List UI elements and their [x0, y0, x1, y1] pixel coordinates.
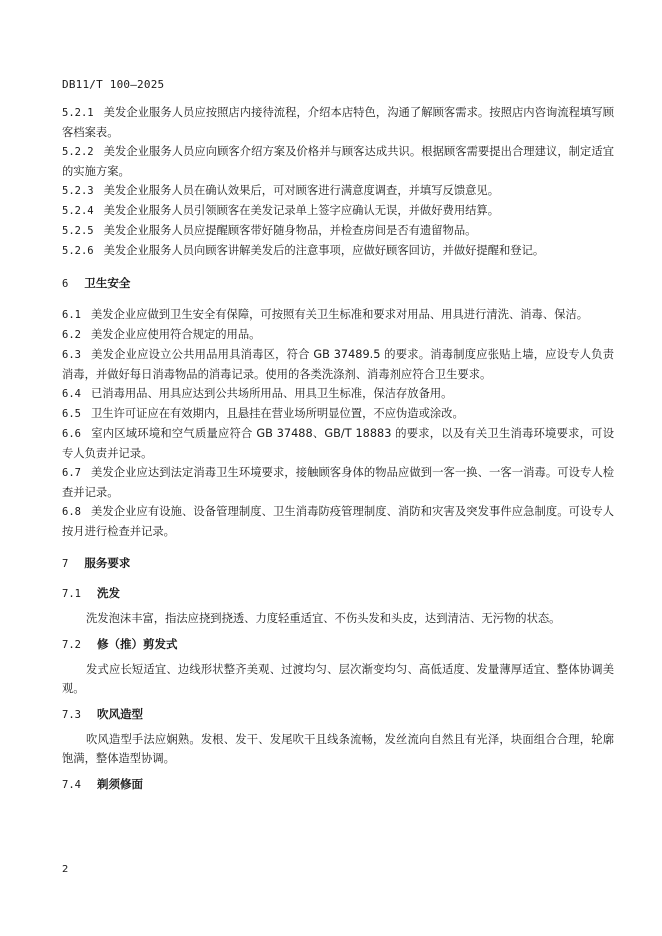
section-6-clauses [62, 305, 614, 541]
subsection-number: 7.4 [62, 779, 81, 791]
clause-5-2-4 [62, 201, 614, 221]
page-number: 2 [62, 864, 69, 875]
section-title: 卫生安全 [84, 276, 131, 290]
subsection-number: 7.3 [62, 709, 81, 721]
clause-text: 美发企业服务人员向顾客讲解美发后的注意事项，应做好顾客回访，并做好提醒和登记。 [103, 244, 545, 257]
page-body [62, 103, 614, 800]
subsection-7-3-heading [62, 706, 614, 722]
clause-6-6 [62, 424, 614, 463]
subsection-7-4-heading [62, 776, 614, 792]
clause-number: 6.6 [62, 428, 81, 440]
subsection-title: 洗发 [96, 586, 120, 600]
clause-text: 室内区域环境和空气质量应符合 GB 37488、GB/T 18883 的要求，以及有关卫生消毒环境要求，可设专人负责并记录。 [62, 427, 614, 460]
subsection-7-2-text: 发式应长短适宜、边线形状整齐美观、过渡均匀、层次渐变均匀、高低适度、发量薄厚适宜、整体协调美观。 [62, 663, 614, 695]
clause-text: 美发企业应设立公共用品用具消毒区，符合 GB 37489.5 的要求。消毒制度应张贴上墙，应设专人负责消毒，并做好每日消毒物品的消毒记录。使用的各类洗涤剂、消毒剂应符合卫生要求。 [62, 348, 614, 381]
clause-text: 美发企业应有设施、设备管理制度、卫生消毒防疫管理制度、消防和灾害及突发事件应急制度。可设专人按月进行检查并记录。 [62, 505, 614, 538]
clause-5-2-2 [62, 142, 614, 181]
clause-number: 5.2.2 [62, 146, 94, 158]
clause-6-1 [62, 305, 614, 325]
section-5-2-clauses [62, 103, 614, 261]
subsection-title: 吹风造型 [96, 707, 143, 721]
subsection-7-2-heading [62, 636, 614, 652]
clause-number: 6.3 [62, 349, 81, 361]
clause-number: 6.5 [62, 408, 81, 420]
clause-number: 6.2 [62, 329, 81, 341]
clause-6-3 [62, 345, 614, 384]
clause-text: 美发企业应做到卫生安全有保障，可按照有关卫生标准和要求对用品、用具进行清洗、消毒、保洁。 [90, 308, 589, 321]
clause-5-2-6 [62, 241, 614, 261]
clause-text: 已消毒用品、用具应达到公共场所用品、用具卫生标准，保洁存放备用。 [90, 387, 453, 400]
section-number: 6 [62, 278, 69, 290]
clause-6-2 [62, 325, 614, 345]
clause-text: 美发企业服务人员引领顾客在美发记录单上签字应确认无误，并做好费用结算。 [103, 204, 500, 217]
clause-6-4 [62, 384, 614, 404]
clause-5-2-3 [62, 181, 614, 201]
clause-number: 6.8 [62, 506, 81, 518]
clause-number: 6.1 [62, 309, 81, 321]
subsection-7-1-text: 洗发泡沫丰富，指法应挠到挠透、力度轻重适宜、不伤头发和头皮，达到清洁、无污物的状态。 [86, 612, 561, 625]
subsection-number: 7.1 [62, 588, 81, 600]
clause-number: 6.7 [62, 467, 81, 479]
clause-number: 5.2.4 [62, 205, 94, 217]
clause-text: 美发企业应使用符合规定的用品。 [90, 328, 261, 341]
subsection-title: 修（推）剪发式 [96, 637, 178, 651]
section-title: 服务要求 [84, 556, 131, 570]
clause-number: 6.4 [62, 388, 81, 400]
clause-6-5 [62, 404, 614, 424]
section-7-heading [62, 555, 614, 571]
clause-6-8 [62, 502, 614, 541]
document-code: DB11/T 100—2025 [62, 78, 165, 91]
subsection-title: 剃须修面 [96, 777, 143, 791]
clause-text: 卫生许可证应在有效期内，且悬挂在营业场所明显位置，不应伪造或涂改。 [90, 407, 464, 420]
clause-6-7 [62, 463, 614, 502]
clause-number: 5.2.3 [62, 185, 94, 197]
clause-text: 美发企业服务人员应向顾客介绍方案及价格并与顾客达成共识。根据顾客需要提出合理建议，制定适宜的实施方案。 [62, 145, 614, 178]
subsection-7-3-text: 吹风造型手法应娴熟。发根、发干、发尾吹干且线条流畅，发丝流向自然且有光泽，块面组合合理，轮廓饱满，整体造型协调。 [62, 733, 614, 765]
clause-number: 5.2.6 [62, 245, 94, 257]
subsection-number: 7.2 [62, 639, 81, 651]
clause-5-2-5 [62, 221, 614, 241]
clause-text: 美发企业服务人员应提醒顾客带好随身物品，并检查房间是否有遗留物品。 [103, 224, 477, 237]
section-6-heading [62, 275, 614, 291]
clause-text: 美发企业服务人员在确认效果后，可对顾客进行满意度调查，并填写反馈意见。 [103, 184, 500, 197]
section-number: 7 [62, 558, 69, 570]
clause-number: 5.2.1 [62, 107, 94, 119]
clause-text: 美发企业服务人员应按照店内接待流程，介绍本店特色，沟通了解顾客需求。按照店内咨询流程填写顾客档案表。 [62, 106, 614, 139]
clause-text: 美发企业应达到法定消毒卫生环境要求，接触顾客身体的物品应做到一客一换、一客一消毒。可设专人检查并记录。 [62, 466, 614, 499]
clause-number: 5.2.5 [62, 225, 94, 237]
subsection-7-1-heading [62, 585, 614, 601]
clause-5-2-1 [62, 103, 614, 142]
